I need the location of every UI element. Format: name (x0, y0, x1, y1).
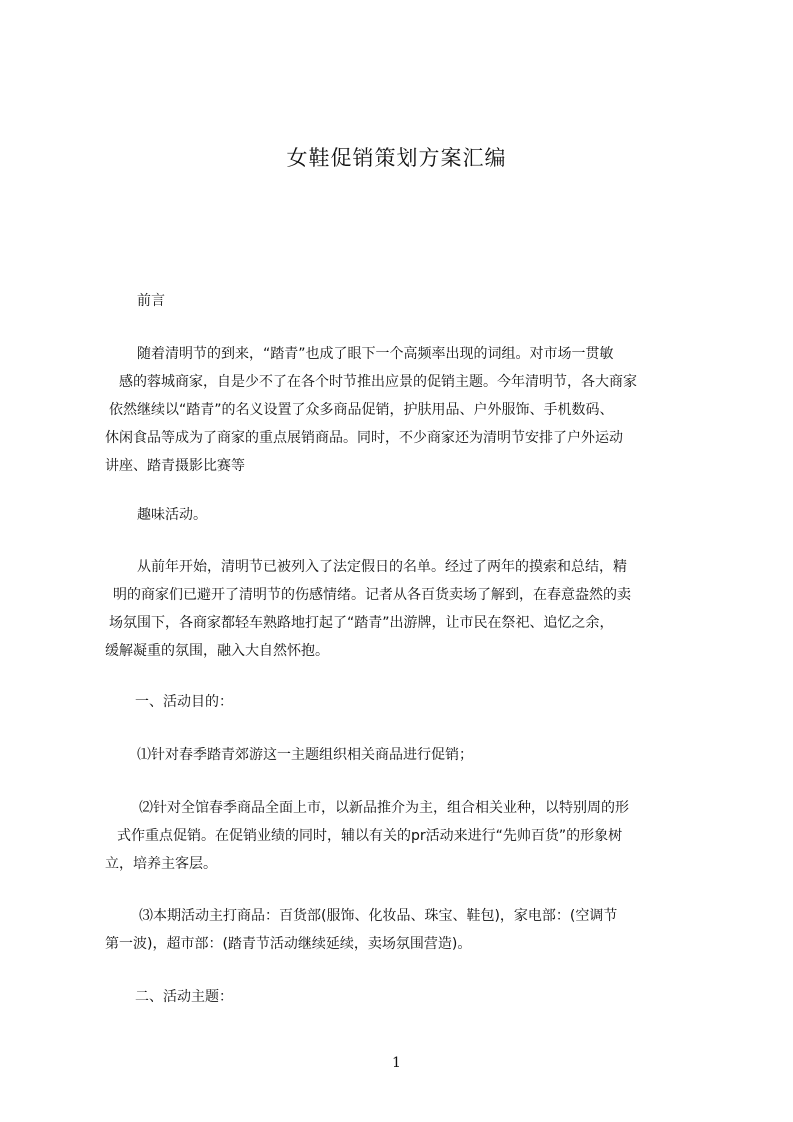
paragraph-line: 缓解凝重的氛围，融入大自然怀抱。 (105, 643, 329, 659)
purpose-item-3 (105, 902, 705, 958)
paragraph-intro (105, 340, 705, 480)
paragraph-line: 依然继续以“踏青”的名义设置了众多商品促销，护肤用品、户外服饰、手机数码、 (109, 402, 614, 418)
paragraph-line: 讲座、踏青摄影比赛等 (105, 458, 245, 474)
paragraph-line: 随着清明节的到来，“踏青”也成了眼下一个高频率出现的词组。对市场一贯敏 (137, 346, 614, 362)
paragraph-line: 式作重点促销。在促销业绩的同时，辅以有关的pr活动来进行“先帅百货”的形象树 (117, 828, 623, 844)
purpose-item-2 (105, 794, 705, 878)
page-number: 1 (392, 1055, 401, 1071)
paragraph-line: ⑵针对全馆春季商品全面上市，以新品推介为主，组合相关业种，以特别周的形 (139, 800, 629, 816)
paragraph-history (105, 553, 705, 665)
paragraph-continued: 趣味活动。 (137, 507, 207, 523)
paragraph-line: 第一波)，超市部：(踏青节活动继续延续，卖场氛围营造)。 (105, 936, 472, 952)
paragraph-line: 感的蓉城商家，自是少不了在各个时节推出应景的促销主题。今年清明节，各大商家 (119, 374, 637, 390)
section-heading-purpose: 一、活动目的： (135, 694, 233, 710)
document-title: 女鞋促销策划方案汇编 (286, 146, 507, 170)
paragraph-line: 场氛围下，各商家都轻车熟路地打起了“踏青”出游牌，让市民在祭祀、追忆之余， (109, 615, 614, 631)
paragraph-line: 休闲食品等成为了商家的重点展销商品。同时，不少商家还为清明节安排了户外运动 (105, 430, 623, 446)
paragraph-line: 从前年开始，清明节已被列入了法定假日的名单。经过了两年的摸索和总结，精 (137, 559, 627, 575)
paragraph-line: 立，培养主客层。 (105, 856, 217, 872)
section-heading-theme: 二、活动主题： (135, 989, 233, 1005)
paragraph-line: 明的商家们已避开了清明节的伤感情绪。记者从各百货卖场了解到，在春意盎然的卖 (113, 587, 631, 603)
purpose-item-1: ⑴针对春季踏青郊游这一主题组织相关商品进行促销； (137, 747, 473, 763)
preface-heading: 前言 (137, 293, 165, 309)
paragraph-line: ⑶本期活动主打商品：百货部(服饰、化妆品、珠宝、鞋包)，家电部：(空调节 (139, 908, 618, 924)
